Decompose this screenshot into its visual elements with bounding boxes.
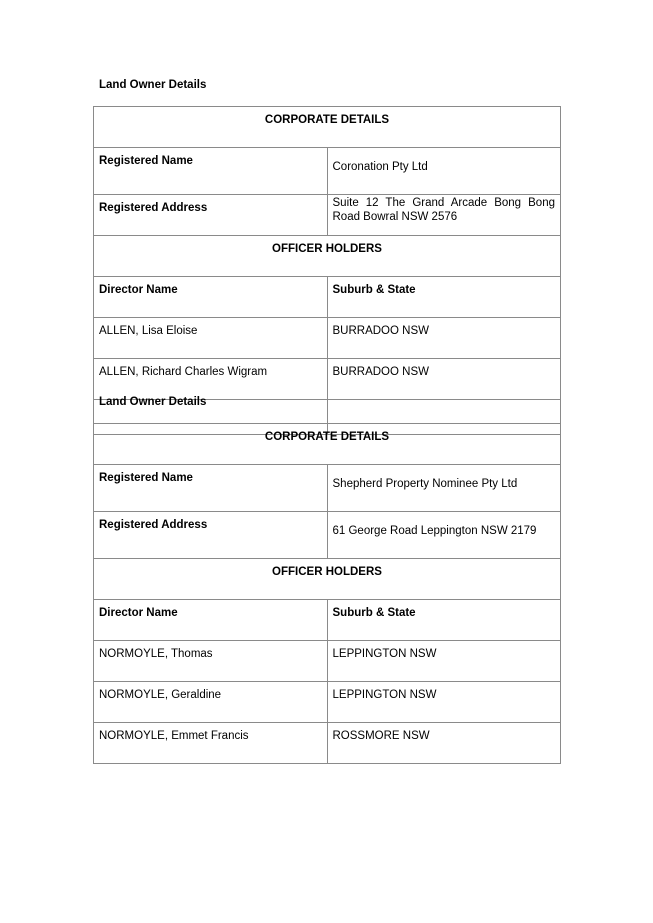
table-row <box>94 723 561 764</box>
suburb-state: ROSSMORE NSW <box>327 723 561 764</box>
director-name: NORMOYLE, Emmet Francis <box>94 723 328 764</box>
director-name: ALLEN, Richard Charles Wigram <box>94 359 328 400</box>
registered-name-label: Registered Name <box>94 148 328 195</box>
column-header-suburb: Suburb & State <box>327 600 561 641</box>
officer-holders-heading: OFFICER HOLDERS <box>94 559 561 600</box>
registered-address-label: Registered Address <box>94 512 328 559</box>
column-header-director: Director Name <box>94 600 328 641</box>
director-name: NORMOYLE, Thomas <box>94 641 328 682</box>
registered-name-value: Coronation Pty Ltd <box>327 148 561 195</box>
registered-address-label: Registered Address <box>94 195 328 236</box>
registered-address-value: Suite 12 The Grand Arcade Bong Bong Road Bowral NSW 2576 <box>327 195 561 236</box>
suburb-state: BURRADOO NSW <box>327 359 561 400</box>
registered-name-value: Shepherd Property Nominee Pty Ltd <box>327 465 561 512</box>
table-row <box>94 641 561 682</box>
suburb-state: BURRADOO NSW <box>327 318 561 359</box>
table-row <box>94 682 561 723</box>
suburb-state: LEPPINGTON NSW <box>327 682 561 723</box>
column-header-director: Director Name <box>94 277 328 318</box>
table-row <box>94 318 561 359</box>
column-header-suburb: Suburb & State <box>327 277 561 318</box>
director-name: ALLEN, Lisa Eloise <box>94 318 328 359</box>
suburb-state: LEPPINGTON NSW <box>327 641 561 682</box>
section-title-owner-2: Land Owner Details <box>99 396 207 408</box>
owner-table-1 <box>93 106 561 435</box>
officer-holders-heading: OFFICER HOLDERS <box>94 236 561 277</box>
registered-name-label: Registered Name <box>94 465 328 512</box>
table-row <box>94 359 561 400</box>
corporate-details-heading: CORPORATE DETAILS <box>94 107 561 148</box>
owner-table-2 <box>93 423 561 764</box>
director-name: NORMOYLE, Geraldine <box>94 682 328 723</box>
corporate-details-heading: CORPORATE DETAILS <box>94 424 561 465</box>
section-title-owner-1: Land Owner Details <box>99 79 207 91</box>
registered-address-value: 61 George Road Leppington NSW 2179 <box>327 512 561 559</box>
